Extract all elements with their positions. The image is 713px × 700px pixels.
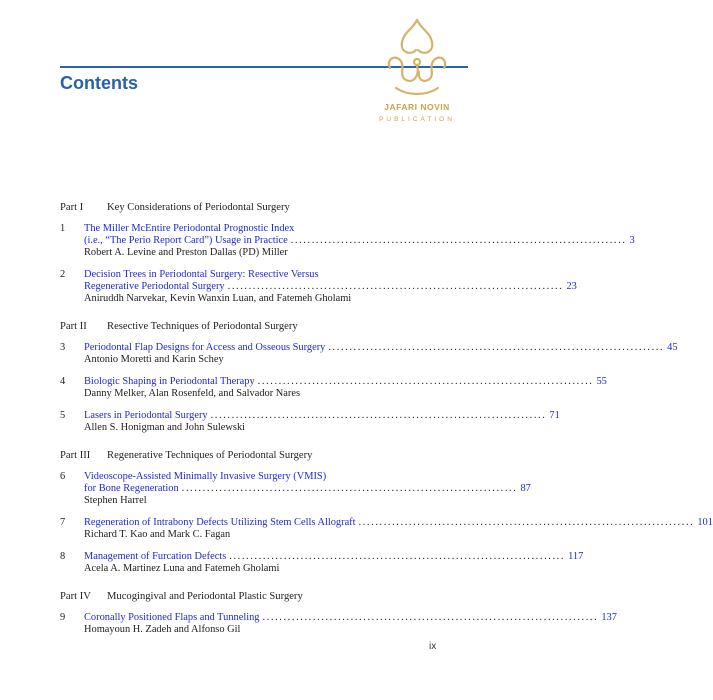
toc-entry[interactable] — [60, 612, 617, 636]
part-heading — [60, 321, 440, 333]
chapter-number: 2 — [60, 269, 66, 280]
toc-entry[interactable] — [60, 269, 577, 305]
chapter-title[interactable]: Regeneration of Intrabony Defects Utilizing Stem Cells Allograft — [84, 517, 356, 528]
page-number[interactable]: 23 — [566, 281, 577, 292]
part-heading — [60, 450, 440, 462]
toc-entry[interactable] — [60, 471, 531, 507]
chapter-title[interactable]: Regenerative Periodontal Surgery — [84, 281, 225, 292]
dot-leader: ................................................................................ — [181, 483, 518, 494]
publisher-logo — [352, 16, 482, 126]
publisher-subtitle: PUBLICATION — [379, 116, 455, 123]
part-title: Mucogingival and Periodontal Plastic Surgery — [107, 591, 303, 602]
chapter-title[interactable]: Periodontal Flap Designs for Access and Osseous Surgery — [84, 342, 326, 353]
part-title: Key Considerations of Periodontal Surgery — [107, 202, 290, 213]
toc-entry[interactable] — [60, 551, 584, 575]
publisher-name: JAFARI NOVIN — [384, 102, 450, 112]
page-folio: ix — [429, 641, 437, 652]
toc-entry[interactable] — [60, 223, 635, 259]
dot-leader: ................................................................................ — [290, 235, 627, 246]
part-label: Part III — [60, 450, 91, 461]
toc-entry[interactable] — [60, 517, 713, 541]
chapter-number: 1 — [60, 223, 66, 234]
chapter-number: 5 — [60, 410, 66, 421]
chapter-title[interactable]: Biologic Shaping in Periodontal Therapy — [84, 376, 255, 387]
toc-entry[interactable] — [60, 410, 560, 434]
chapter-number: 7 — [60, 517, 66, 528]
part-heading — [60, 202, 440, 214]
chapter-title[interactable]: (i.e., “The Perio Report Card”) Usage in Practice — [84, 235, 288, 246]
page-number[interactable]: 55 — [596, 376, 607, 387]
chapter-authors: Stephen Harrel — [84, 495, 147, 506]
chapter-authors: Homayoun H. Zadeh and Alfonso Gil — [84, 624, 241, 635]
publisher-emblem-icon — [382, 16, 452, 100]
part-label: Part IV — [60, 591, 91, 602]
page-number[interactable]: 45 — [667, 342, 678, 353]
page-number[interactable]: 137 — [601, 612, 617, 623]
chapter-title[interactable]: for Bone Regeneration — [84, 483, 179, 494]
chapter-authors: Allen S. Honigman and John Sulewski — [84, 422, 246, 433]
page-title: Contents — [60, 73, 138, 93]
chapter-number: 9 — [60, 612, 66, 623]
chapter-title[interactable]: Lasers in Periodontal Surgery — [84, 410, 208, 421]
chapter-number: 3 — [60, 342, 66, 353]
toc-entry[interactable] — [60, 342, 678, 366]
chapter-authors: Aniruddh Narvekar, Kevin Wanxin Luan, and Fatemeh Gholami — [84, 293, 352, 304]
part-title: Resective Techniques of Periodontal Surgery — [107, 321, 298, 332]
page-number[interactable]: 101 — [697, 517, 713, 528]
dot-leader: ................................................................................ — [262, 612, 599, 623]
chapter-number: 6 — [60, 471, 66, 482]
chapter-title[interactable]: Management of Furcation Defects — [84, 551, 227, 562]
chapter-title[interactable]: The Miller McEntire Periodontal Prognostic Index — [84, 223, 295, 234]
page-number[interactable]: 71 — [549, 410, 560, 421]
page-number[interactable]: 87 — [520, 483, 531, 494]
dot-leader: ................................................................................ — [328, 342, 665, 353]
chapter-title[interactable]: Decision Trees in Periodontal Surgery: Resective Versus — [84, 269, 319, 280]
page-number[interactable]: 3 — [629, 235, 635, 246]
part-label: Part II — [60, 321, 87, 332]
chapter-number: 4 — [60, 376, 66, 387]
table-of-contents — [60, 202, 713, 646]
part-title: Regenerative Techniques of Periodontal Surgery — [107, 450, 313, 461]
part-label: Part I — [60, 202, 84, 213]
chapter-authors: Richard T. Kao and Mark C. Fagan — [84, 529, 231, 540]
dot-leader: ................................................................................ — [358, 517, 695, 528]
part-heading — [60, 591, 440, 603]
dot-leader: ................................................................................ — [227, 281, 564, 292]
chapter-authors: Robert A. Levine and Preston Dallas (PD) Miller — [84, 247, 288, 258]
chapter-number: 8 — [60, 551, 66, 562]
chapter-title[interactable]: Coronally Positioned Flaps and Tunneling — [84, 612, 260, 623]
chapter-authors: Antonio Moretti and Karin Schey — [84, 354, 224, 365]
dot-leader: ................................................................................ — [229, 551, 566, 562]
dot-leader: ................................................................................ — [210, 410, 547, 421]
toc-entry[interactable] — [60, 376, 607, 400]
dot-leader: ................................................................................ — [257, 376, 594, 387]
page-number[interactable]: 117 — [568, 551, 584, 562]
chapter-authors: Acela A. Martinez Luna and Fatemeh Gholami — [84, 563, 280, 574]
chapter-title[interactable]: Videoscope-Assisted Minimally Invasive Surgery (VMIS) — [84, 471, 327, 482]
chapter-authors: Danny Melker, Alan Rosenfeld, and Salvador Nares — [84, 388, 300, 399]
